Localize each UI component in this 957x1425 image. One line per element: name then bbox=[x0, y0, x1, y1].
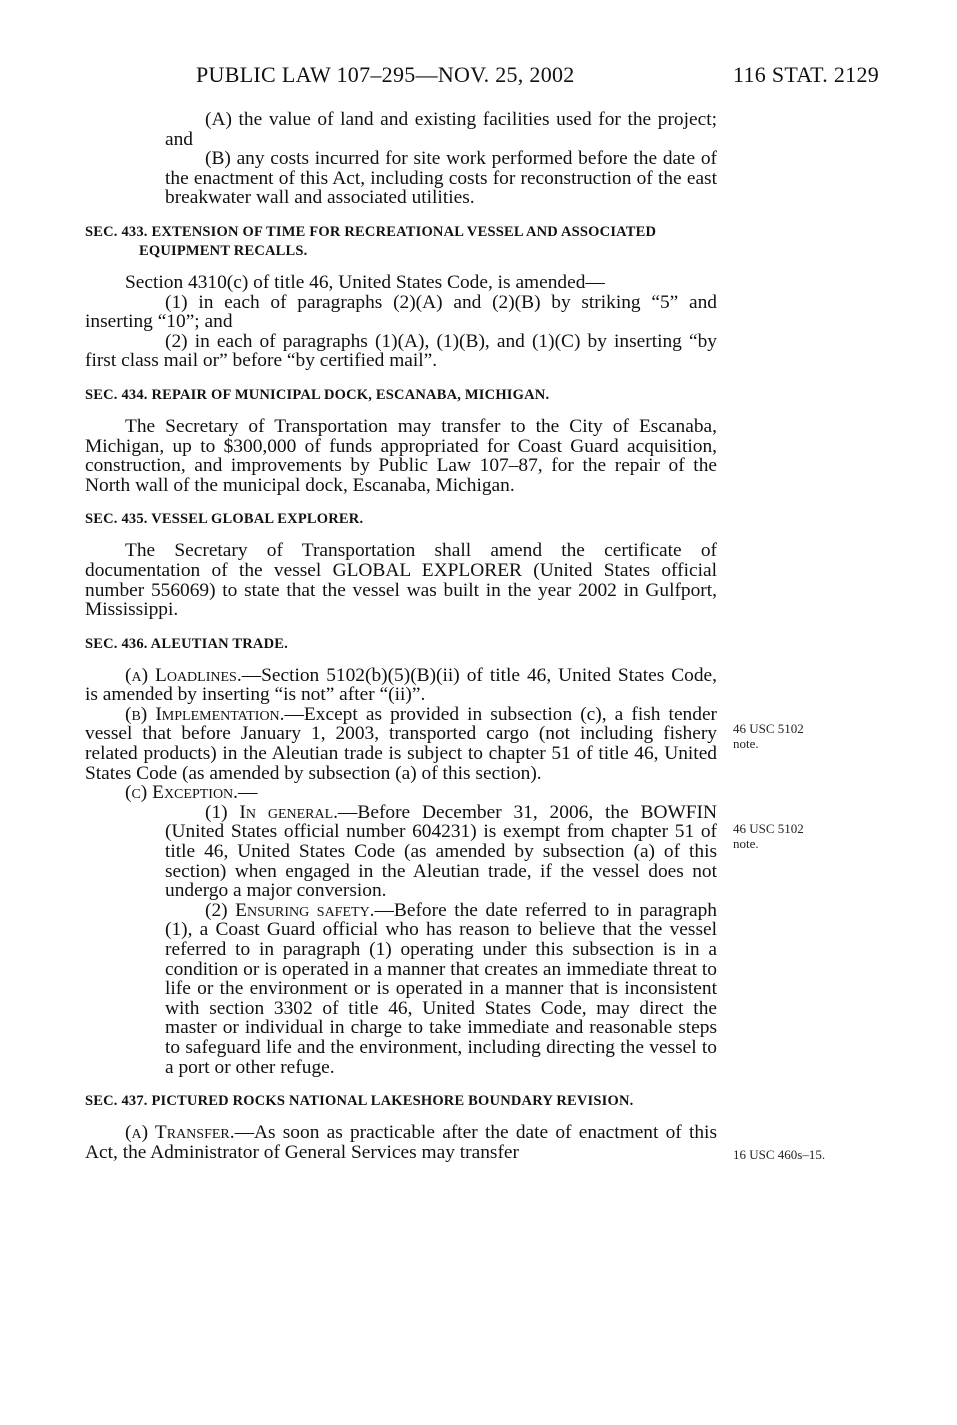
sec-436-c bbox=[85, 783, 717, 803]
margin-note-2 bbox=[733, 821, 804, 851]
sec-434-text: The Secretary of Transportation may transfer to the City of Escanaba, Michigan, up to $300,000 of funds appropriated for Coast Guard acquisition, construction, and improvements by Public Law 107–87, for the repair of the North wall of the municipal dock, Escanaba, Michigan. bbox=[85, 415, 717, 496]
sec-435-text: The Secretary of Transportation shall amend the certificate of documentation of the vessel GLOBAL EXPLORER (United States official number 556069) to state that the vessel was built in the year 2002 in Gulfport, Mississippi. bbox=[85, 540, 717, 621]
sec-436-a bbox=[85, 666, 717, 705]
sec-436-c-label: (c) Exception. bbox=[125, 782, 239, 804]
sec-436-c1-label: (1) In general. bbox=[205, 801, 339, 823]
sec-436-c-2 bbox=[85, 901, 717, 1077]
margin-note-2-line1: 46 USC 5102 bbox=[733, 821, 804, 836]
sec-433-item-2: (2) in each of paragraphs (1)(A), (1)(B), and (1)(C) by inserting “by first class mail or” before “by certified mail”. bbox=[85, 330, 717, 372]
sec-436-c-text: — bbox=[238, 782, 258, 804]
margin-note-3: 16 USC 460s–15. bbox=[733, 1147, 826, 1162]
sec-436-c2-text: —Before the date referred to in paragraph (1), a Coast Guard official who has reason to believe that the vessel referred to in paragraph (1) operating under this subsection is in a condition or is operated in a manner that creates an immediate threat to life or the environment or is operated in a manner that is inconsistent with section 3302 of title 46, United States Code, may direct the master or individual in charge to take immediate and reasonable steps to safeguard life and the environment, including directing the vessel to a port or other refuge. bbox=[165, 899, 717, 1078]
sec-436-a-text: —Section 5102(b)(5)(B)(ii) of title 46, United States Code, is amended by inserting “is not” after “(ii)”. bbox=[85, 664, 717, 706]
margin-note-2-line2: note. bbox=[733, 836, 759, 851]
body-text bbox=[85, 110, 717, 1162]
sec-436-c1-text: —Before December 31, 2006, the BOWFIN (United States official number 604231) is exempt from chapter 51 of title 46, United States Code (as amended by subsection (a) of this section) when engaged in the Aleutian trade, if the vessel does not undergo a major conversion. bbox=[165, 801, 718, 902]
sec-437-heading: SEC. 437. PICTURED ROCKS NATIONAL LAKESHORE BOUNDARY REVISION. bbox=[85, 1093, 634, 1110]
sec-436-b bbox=[85, 705, 717, 783]
sec-435-heading: SEC. 435. VESSEL GLOBAL EXPLORER. bbox=[85, 511, 364, 528]
running-header-title: PUBLIC LAW 107–295—NOV. 25, 2002 bbox=[196, 62, 575, 87]
margin-note-1 bbox=[733, 721, 804, 751]
sec-433-item-1: (1) in each of paragraphs (2)(A) and (2)(B) by striking “5” and inserting “10”; and bbox=[85, 291, 717, 333]
sec-433-intro: Section 4310(c) of title 46, United States Code, is amended— bbox=[125, 271, 605, 293]
sec-437-a bbox=[85, 1123, 717, 1162]
sec-437-a-text: —As soon as practicable after the date of enactment of this Act, the Administrator of General Services may transfer bbox=[85, 1122, 717, 1163]
sec-436-c-1 bbox=[85, 803, 717, 901]
running-header-stat: 116 STAT. 2129 bbox=[733, 62, 880, 87]
sec-434-heading: SEC. 434. REPAIR OF MUNICIPAL DOCK, ESCANABA, MICHIGAN. bbox=[85, 386, 550, 403]
paragraph-b: (B) any costs incurred for site work performed before the date of the enactment of this Act, including costs for reconstruction of the east breakwater wall and associated utilities. bbox=[165, 148, 717, 209]
margin-note-1-line2: note. bbox=[733, 736, 759, 751]
sec-436-a-label: (a) Loadlines. bbox=[125, 664, 242, 686]
sec-433-heading: SEC. 433. EXTENSION OF TIME FOR RECREATIONAL VESSEL AND ASSOCIATED EQUIPMENT RECALLS. bbox=[85, 223, 657, 259]
sec-436-b-label: (b) Implementation. bbox=[125, 703, 285, 725]
sec-437-a-label: (a) Transfer. bbox=[125, 1122, 235, 1144]
paragraph-a: (A) the value of land and existing facilities used for the project; and bbox=[165, 109, 717, 150]
margin-note-1-line1: 46 USC 5102 bbox=[733, 721, 804, 736]
sec-436-heading: SEC. 436. ALEUTIAN TRADE. bbox=[85, 635, 288, 652]
sec-436-b-text: —Except as provided in subsection (c), a fish tender vessel that before January 1, 2003, transported cargo (not including fishery related products) in the Aleutian trade is subject to chapter 51 of title 46, United States Code (as amended by subsection (a) of this section). bbox=[85, 703, 718, 784]
sec-436-c2-label: (2) Ensuring safety. bbox=[205, 899, 375, 921]
